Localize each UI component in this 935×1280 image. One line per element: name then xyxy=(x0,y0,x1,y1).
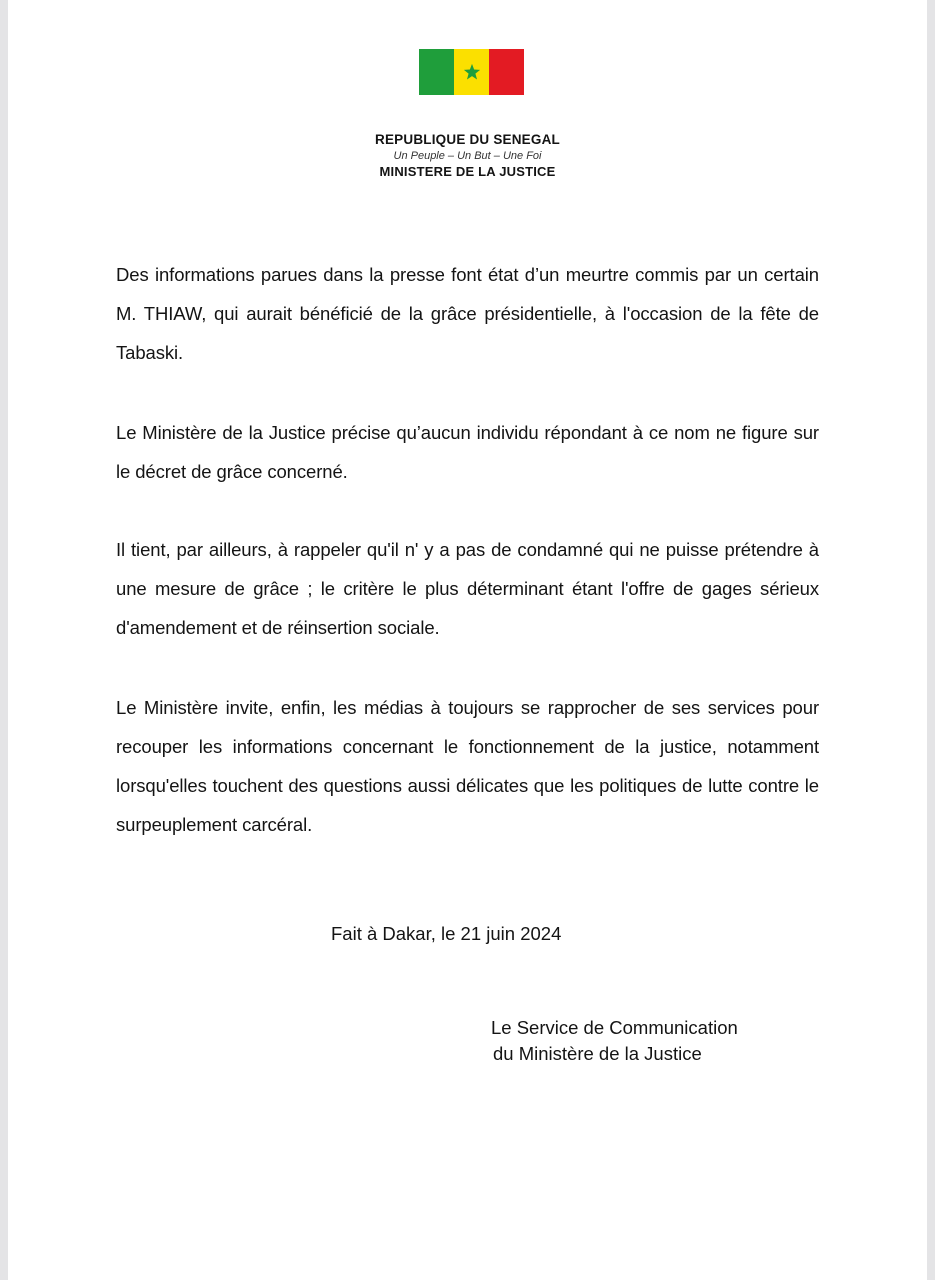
signature-line-1: Le Service de Communication xyxy=(491,1017,738,1038)
paragraph-clarification: Le Ministère de la Justice précise qu’aucun individu répondant à ce nom ne figure sur le décret de grâce concerné. xyxy=(116,422,819,482)
paragraph-pardon-criteria: Il tient, par ailleurs, à rappeler qu'il n' y a pas de condamné qui ne puisse prétendre à une mesure de grâce ; le critère le plus déterminant étant l'offre de gages sérieux d'amendement et de réinsertion sociale. xyxy=(116,539,819,638)
ministry-title: MINISTERE DE LA JUSTICE xyxy=(379,164,556,179)
national-motto: Un Peuple – Un But – Une Foi xyxy=(393,150,542,162)
flag-red-band xyxy=(489,49,524,95)
star-icon xyxy=(463,63,481,81)
paragraph-press-report: Des informations parues dans la presse font état d’un meurtre commis par un certain M. THIAW, qui aurait bénéficié de la grâce présidentielle, à l'occasion de la fête de Tabaski. xyxy=(116,264,819,363)
flag-green-band xyxy=(419,49,454,95)
signature-line-2: du Ministère de la Justice xyxy=(493,1043,702,1064)
senegal-flag-icon xyxy=(419,49,524,95)
republic-title: REPUBLIQUE DU SENEGAL xyxy=(375,132,560,147)
paragraph-media-invitation: Le Ministère invite, enfin, les médias à toujours se rapprocher de ses services pour recouper les informations concernant le fonctionnement de la justice, notamment lorsqu'elles touchent des questions aussi délicates que les politiques de lutte contre le surpeuplement carcéral. xyxy=(116,697,819,835)
place-and-date: Fait à Dakar, le 21 juin 2024 xyxy=(331,923,562,944)
